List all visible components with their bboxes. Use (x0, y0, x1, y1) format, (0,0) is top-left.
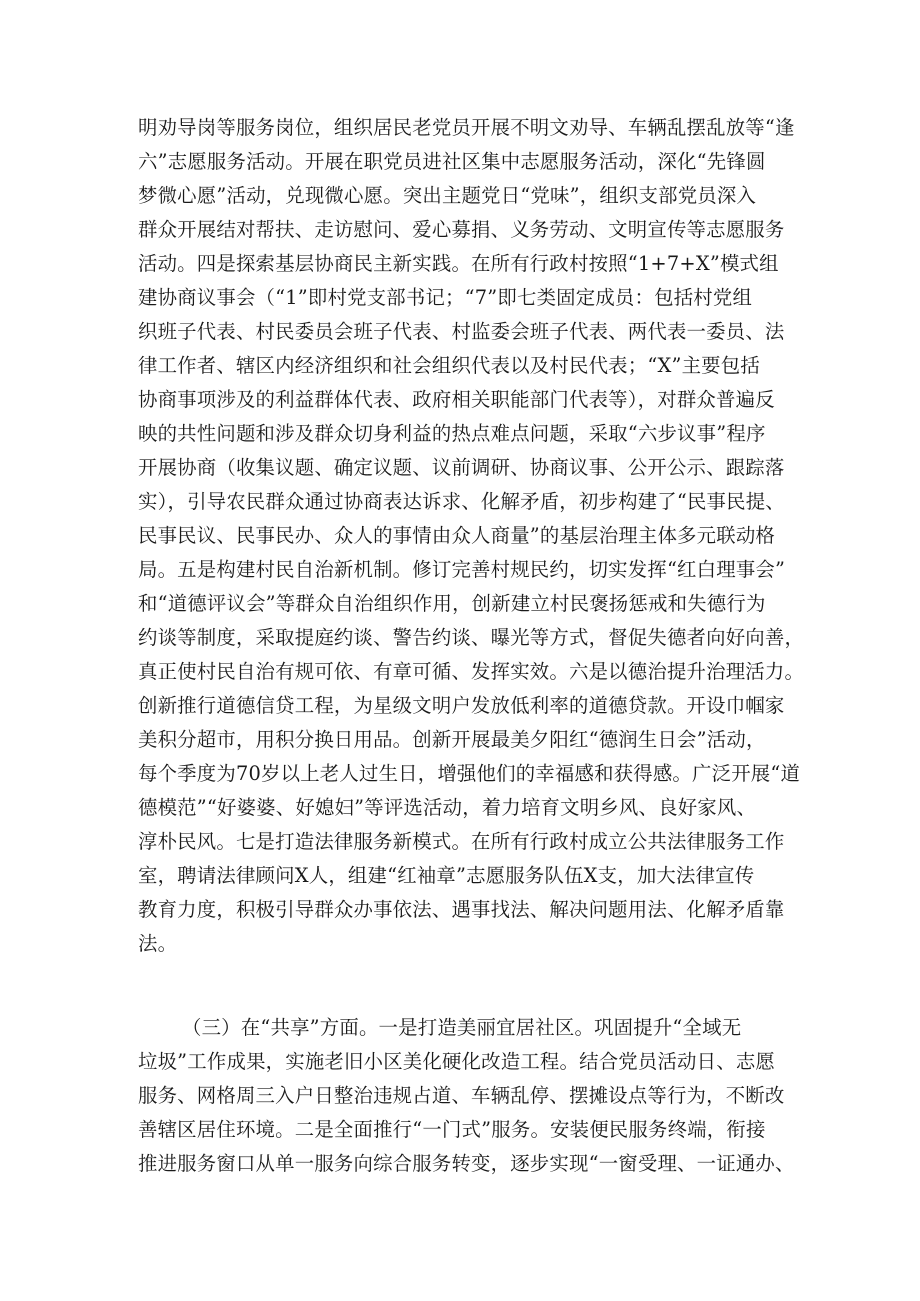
text-line: 实），引导农民群众通过协商表达诉求、化解矛盾，初步构建了“民事民提、 (138, 490, 785, 513)
text-line: 民事民议、民事民办、众人的事情由众人商量”的基层治理主体多元联动格 (138, 524, 776, 547)
text-line: 真正使村民自治有规可依、有章可循、发挥实效。六是以德治提升治理活力。 (138, 660, 805, 683)
text-line: 律工作者、辖区内经济组织和社会组织代表以及村民代表；“X”主要包括 (138, 354, 760, 377)
text-line: 法。 (138, 932, 178, 955)
text-line: 开展协商（收集议题、确定议题、议前调研、协商议事、公开公示、跟踪落 (138, 456, 785, 479)
text-line: 群众开展结对帮扶、走访慰问、爱心募捐、义务劳动、文明宣传等志愿服务 (138, 218, 785, 241)
text-line: 建协商议事会（“1”即村党支部书记；“7”即七类固定成员：包括村党组 (138, 286, 753, 309)
text-line: 推进服务窗口从单一服务向综合服务转变，逐步实现“一窗受理、一证通办、 (138, 1152, 795, 1175)
section-3-heading-line: （三）在“共享”方面。一是打造美丽宜居社区。巩固提升“全域无 (182, 1016, 742, 1039)
text-line: 每个季度为70岁以上老人过生日，增强他们的幸福感和获得感。广泛开展“道 (138, 762, 801, 785)
text-line: 淳朴民风。七是打造法律服务新模式。在所有行政村成立公共法律服务工作 (138, 830, 785, 853)
text-line: 局。五是构建村民自治新机制。修订完善村规民约，切实发挥“红白理事会” (138, 558, 786, 581)
text-line: 梦微心愿”活动，兑现微心愿。突出主题党日“党味”，组织支部党员深入 (138, 184, 757, 207)
text-line: 约谈等制度，采取提庭约谈、警告约谈、曝光等方式，督促失德者向好向善， (138, 626, 805, 649)
text-line: 垃圾”工作成果，实施老旧小区美化硬化改造工程。结合党员活动日、志愿 (138, 1050, 776, 1073)
text-line: 服务、网格周三入户日整治违规占道、车辆乱停、摆摊设点等行为，不断改 (138, 1084, 785, 1107)
text-line: 映的共性问题和涉及群众切身利益的热点难点问题，采取“六步议事”程序 (138, 422, 766, 445)
text-line: 德模范”“好婆婆、好媳妇”等评选活动，着力培育文明乡风、良好家风、 (138, 796, 757, 819)
text-line: 织班子代表、村民委员会班子代表、村监委会班子代表、两代表一委员、法 (138, 320, 785, 343)
text-line: 六”志愿服务活动。开展在职党员进社区集中志愿服务活动，深化“先锋圆 (138, 150, 766, 173)
text-line: 教育力度，积极引导群众办事依法、遇事找法、解决问题用法、化解矛盾靠 (138, 898, 785, 921)
text-line: 明劝导岗等服务岗位，组织居民老党员开展不明文劝导、车辆乱摆乱放等“逢 (138, 116, 795, 139)
text-line: 活动。四是探索基层协商民主新实践。在所有行政村按照“1+7+X”模式组 (138, 252, 779, 275)
text-line: 协商事项涉及的利益群体代表、政府相关职能部门代表等），对群众普遍反 (138, 388, 775, 411)
text-line: 善辖区居住环境。二是全面推行“一门式”服务。安装便民服务终端，衔接 (138, 1118, 766, 1141)
text-line: 室，聘请法律顾问X人，组建“红袖章”志愿服务队伍X支，加大法律宣传 (138, 864, 755, 887)
text-line: 和“道德评议会”等群众自治组织作用，创新建立村民褒扬惩戒和失德行为 (138, 592, 766, 615)
text-line: 美积分超市，用积分换日用品。创新开展最美夕阳红“德润生日会”活动， (138, 728, 766, 751)
text-line: 创新推行道德信贷工程，为星级文明户发放低利率的道德贷款。开设巾帼家 (138, 694, 785, 717)
